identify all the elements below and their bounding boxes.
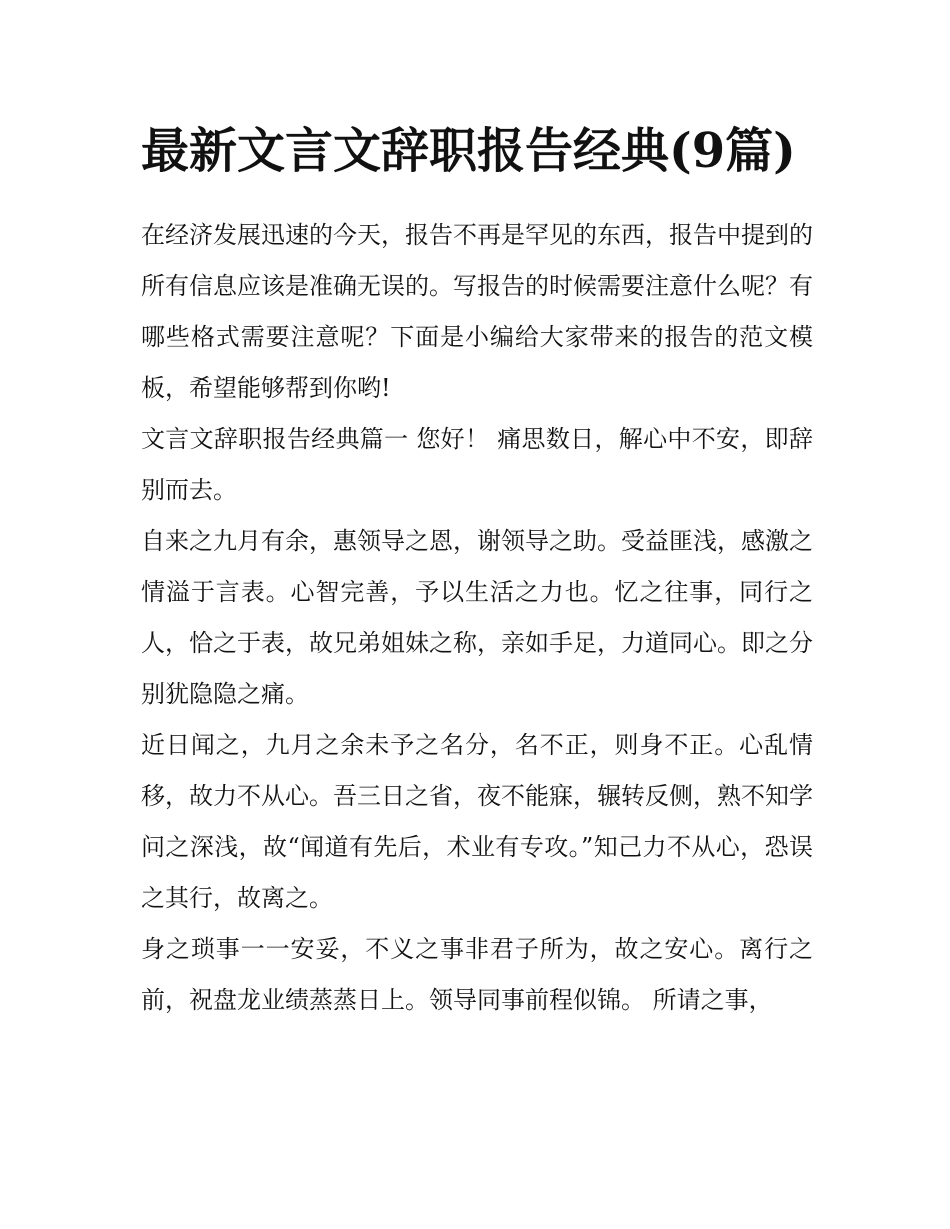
paragraph-greeting: 文言文辞职报告经典篇一 您好！ 痛思数日，解心中不安，即辞别而去。 [141, 425, 813, 504]
paragraph-body-3: 身之琐事一一安妥，不义之事非君子所为，故之安心。离行之前，祝盘龙业绩蒸蒸日上。领导同事前程似锦。 所请之事， [141, 935, 813, 1014]
paragraph-intro: 在经济发展迅速的今天，报告不再是罕见的东西，报告中提到的所有信息应该是准确无误的。写报告的时候需要注意什么呢？有哪些格式需要注意呢？下面是小编给大家带来的报告的范文模板，希望能够帮到你哟! [141, 221, 813, 402]
paragraph-body-1: 自来之九月有余，惠领导之恩，谢领导之助。受益匪浅，感激之情溢于言表。心智完善，予以生活之力也。忆之往事，同行之人，恰之于表，故兄弟姐妹之称，亲如手足，力道同心。即之分别犹隐隐之痛。 [141, 527, 813, 708]
document-title: 最新文言文辞职报告经典(9篇) [141, 123, 796, 179]
paragraph-body-2: 近日闻之，九月之余未予之名分，名不正，则身不正。心乱情移，故力不从心。吾三日之省，夜不能寐，辗转反侧，熟不知学问之深浅，故“闻道有先后，术业有专攻。”知己力不从心，恐误之其行，故离之。 [141, 731, 813, 912]
document-body [141, 112, 813, 1026]
